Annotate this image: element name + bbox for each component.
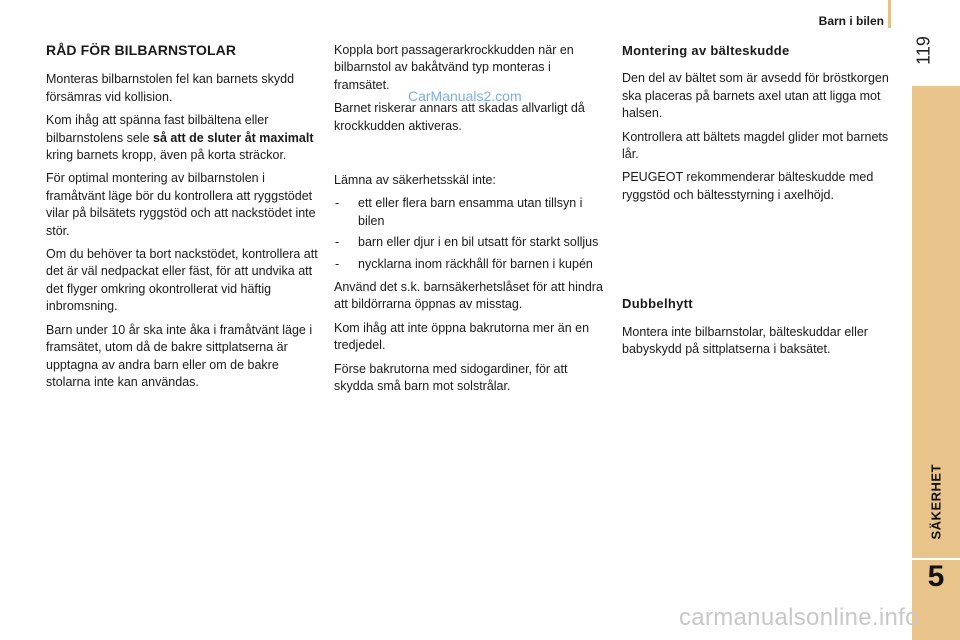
paragraph-incorrect-mounting: Monteras bilbarnstolen fel kan barnets skydd försämras vid kollision. [46,72,295,104]
paragraph-double-cab-rule: Montera inte bilbarnstolar, bälteskuddar eller babyskydd på sittplatserna i baksätet. [622,324,868,357]
chapter-label: SÄKERHET [928,463,944,540]
list-item [334,234,606,251]
paragraph-peugeot-recommends: PEUGEOT rekommenderar bälteskudde med ryggstöd och bältesstyrning i axelhöjd. [622,170,874,202]
list-item [334,195,606,230]
watermark-carmanuals2: CarManuals2.com [408,88,522,104]
emphasis-tight-fit: så att de sluter åt maximalt [153,130,314,145]
paragraph-airbag-risk: Barnet riskerar annars att skadas allvarligt då krockkudden aktiveras. [334,101,585,133]
paragraph-chest-belt: Den del av bältet som är avsedd för bröstkorgen ska placeras på barnets axel utan att ligga mot halsen. [622,71,889,121]
text: Kom ihåg att spänna fast bilbältena eller bilbarnstolens sele [46,113,269,145]
paragraph-lap-belt: Kontrollera att bältets magdel glider mot barnets lår. [622,129,889,162]
list-dash: - [335,235,340,250]
paragraph-forward-facing: För optimal montering av bilbarnstolen i framåtvänt läge bör du kontrollera att ryggstödet vilar på bilsätets ryggstöd och att nackstödet inte stör. [46,171,316,238]
column-child-seat-advice [46,42,318,397]
header-title: Barn i bilen [818,14,884,28]
paragraph-child-lock: Använd det s.k. barnsäkerhetslåset för att hindra att bildörrarna öppnas av misstag. [334,280,603,312]
chapter-number: 5 [927,560,945,593]
paragraph-under-ten: Barn under 10 år ska inte åka i framåtvänt läge i framsätet, utom då de bakre sittplatserna är upptagna av andra barn eller om de bakre stolarna inte kan användas. [46,322,313,389]
list-item-text: ett eller flera barn ensamma utan tillsyn i bilen [358,196,583,228]
column-booster-and-cab [622,42,894,364]
paragraph-rear-windows: Kom ihåg att inte öppna bakrutorna mer än en tredjedel. [334,320,590,353]
list-item-text: nycklarna inom räckhåll för barnen i kupén [358,256,593,271]
paragraph-headrest: Om du behöver ta bort nackstödet, kontrollera att det är väl nedpackat eller fäst, för att undvika att det flyger omkring okontrollerat vid häftig inbromsning. [46,247,318,314]
subsection-title-booster-cushion: Montering av bälteskudde [622,43,790,58]
paragraph-tighten-belts [46,112,318,164]
paragraph-sun-blinds: Förse bakrutorna med sidogardiner, för att skydda små barn mot solstrålar. [334,361,568,394]
section-title-child-seat-advice: RÅD FÖR BILBARNSTOLAR [46,42,237,58]
chapter-sidebar [912,86,960,640]
safety-list [334,195,606,273]
list-item [334,256,606,273]
list-dash: - [335,196,340,211]
subsection-title-double-cab: Dubbelhytt [622,296,693,312]
spacer [334,141,606,172]
text: kring barnets kropp, även på korta sträckor. [46,148,287,163]
paragraph-disable-airbag: Koppla bort passagerarkrockkudden när en bilbarnstol av bakåtvänd typ monteras i framsätet. [334,43,574,92]
list-dash: - [335,256,340,271]
page-number: 119 [913,36,934,65]
header-accent-bar [888,0,891,28]
spacer [622,210,894,295]
list-item-text: barn eller djur i en bil utsatt för starkt solljus [358,235,599,250]
paragraph-safety-intro: Lämna av säkerhetsskäl inte: [334,173,496,188]
watermark-carmanualsonline: carmanualsonline.info [679,604,919,631]
